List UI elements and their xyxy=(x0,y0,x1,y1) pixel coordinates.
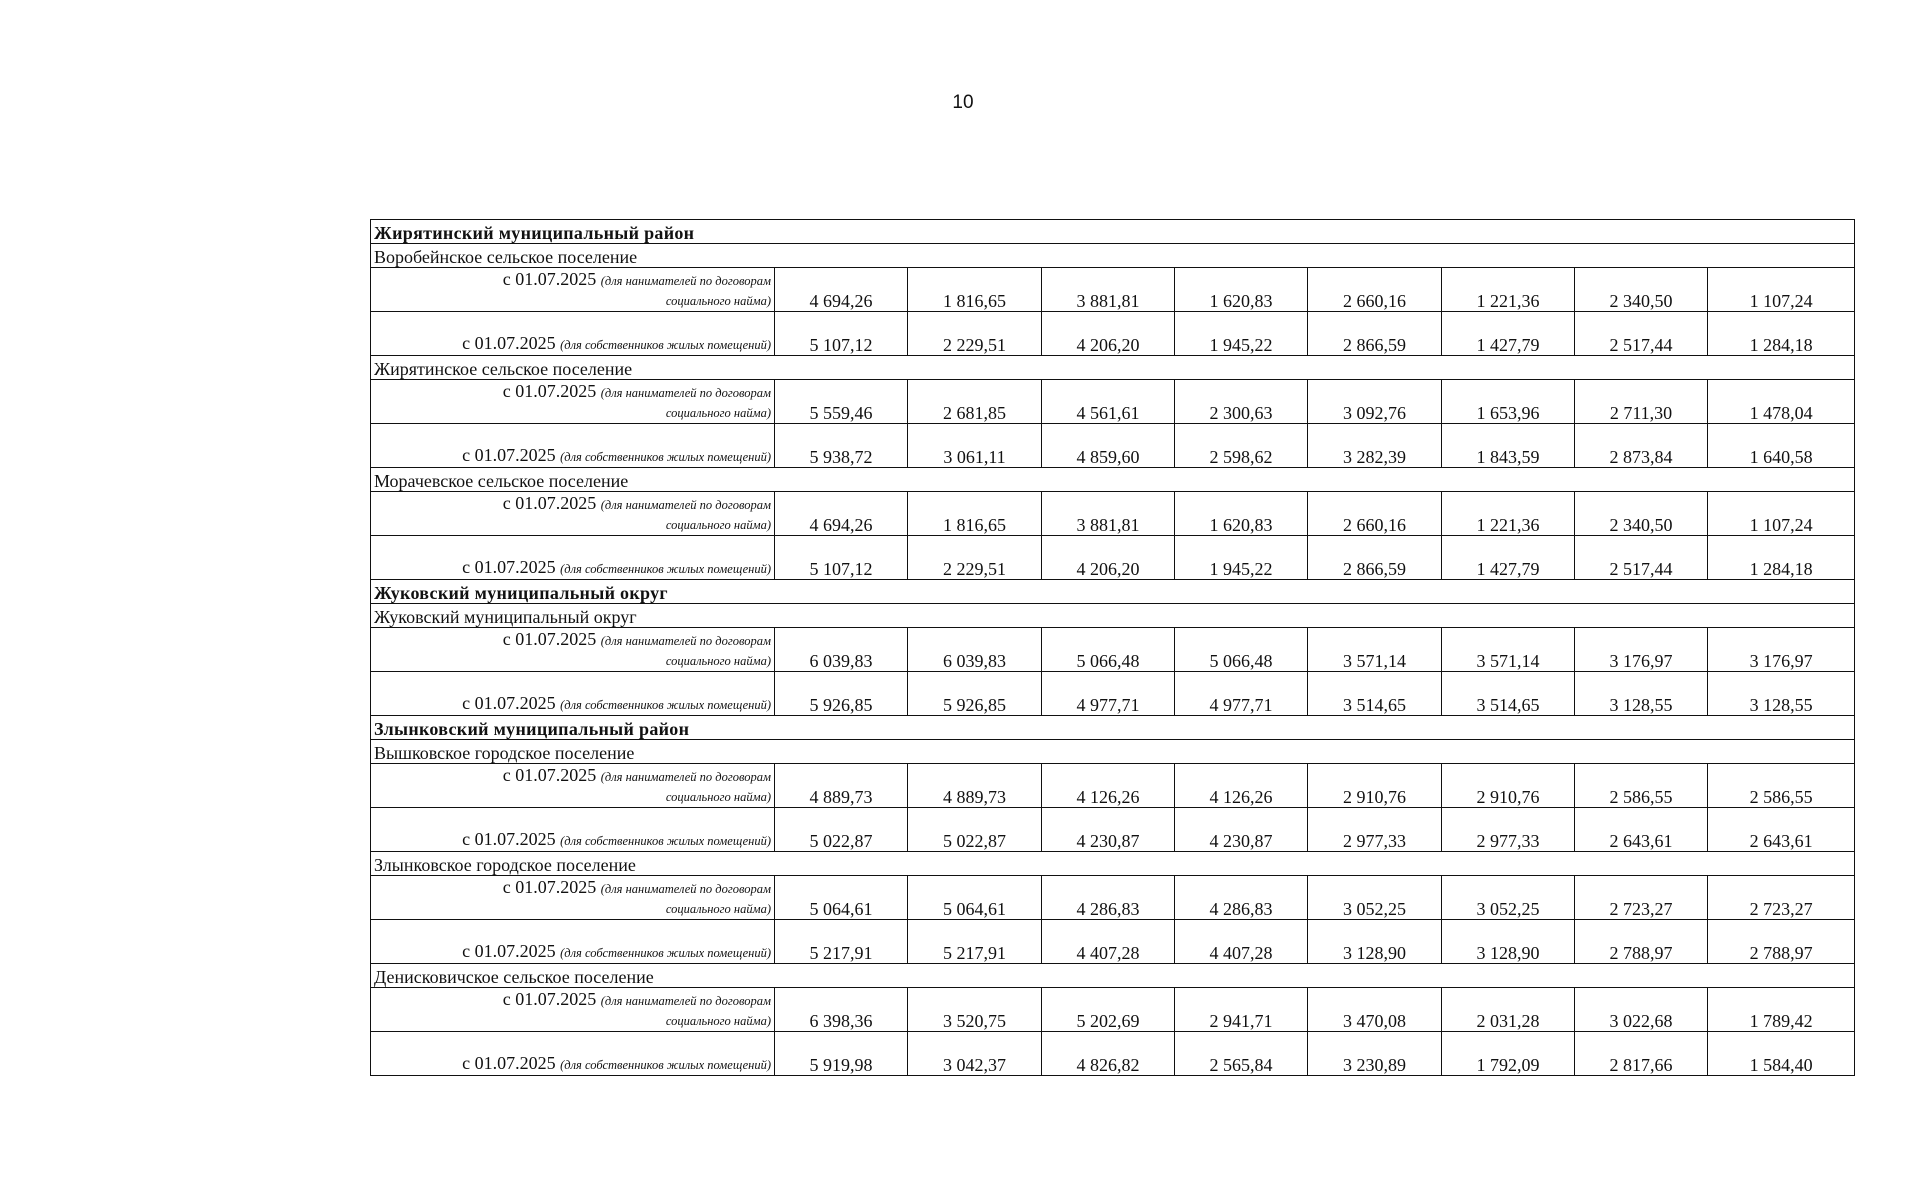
rate-value-cell: 3 042,37 xyxy=(908,1032,1042,1076)
rate-row xyxy=(371,808,1855,852)
rate-value-cell: 4 694,26 xyxy=(775,268,908,312)
district-name: Жирятинский муниципальный район xyxy=(371,220,1855,244)
rate-date: с 01.07.2025 xyxy=(502,629,597,649)
rate-date: с 01.07.2025 xyxy=(462,445,556,465)
rate-date: с 01.07.2025 xyxy=(502,381,597,401)
rate-value-cell: 2 229,51 xyxy=(908,536,1042,580)
rate-value-cell: 5 926,85 xyxy=(775,672,908,716)
rate-value-cell: 5 926,85 xyxy=(908,672,1042,716)
rate-value-cell: 2 598,62 xyxy=(1175,424,1308,468)
settlement-row xyxy=(371,740,1855,764)
rate-value-cell: 2 977,33 xyxy=(1308,808,1442,852)
rate-value-cell: 4 407,28 xyxy=(1042,920,1175,964)
rate-value-cell: 1 284,18 xyxy=(1708,536,1855,580)
rate-value-cell: 1 584,40 xyxy=(1708,1032,1855,1076)
rate-value-cell: 2 300,63 xyxy=(1175,380,1308,424)
rate-value-cell: 2 723,27 xyxy=(1575,876,1708,920)
rate-value-cell: 5 919,98 xyxy=(775,1032,908,1076)
rate-note-continued: социального найма) xyxy=(665,294,771,308)
rate-value-cell: 3 052,25 xyxy=(1308,876,1442,920)
rate-value-cell: 4 206,20 xyxy=(1042,312,1175,356)
rate-value-cell: 2 660,16 xyxy=(1308,268,1442,312)
rate-value-cell: 3 571,14 xyxy=(1308,628,1442,672)
rate-note: (для нанимателей по договорам xyxy=(600,770,771,784)
rate-value-cell: 3 092,76 xyxy=(1308,380,1442,424)
rate-value-cell: 1 789,42 xyxy=(1708,988,1855,1032)
rate-value-cell: 2 977,33 xyxy=(1442,808,1575,852)
rate-value-cell: 4 977,71 xyxy=(1042,672,1175,716)
rate-value-cell: 5 202,69 xyxy=(1042,988,1175,1032)
rate-label-line xyxy=(374,629,771,651)
settlement-name: Денисковичское сельское поселение xyxy=(371,964,1855,988)
rate-value-cell: 6 398,36 xyxy=(775,988,908,1032)
rate-value-cell: 2 586,55 xyxy=(1575,764,1708,808)
rate-value-cell: 3 128,90 xyxy=(1308,920,1442,964)
rate-value-cell: 2 643,61 xyxy=(1575,808,1708,852)
rate-value-cell: 3 514,65 xyxy=(1308,672,1442,716)
rate-date: с 01.07.2025 xyxy=(462,1053,556,1073)
settlement-row xyxy=(371,468,1855,492)
rate-value-cell: 4 889,73 xyxy=(908,764,1042,808)
rate-value-cell: 3 128,55 xyxy=(1708,672,1855,716)
rate-value-cell: 1 427,79 xyxy=(1442,536,1575,580)
rate-value-cell: 4 286,83 xyxy=(1042,876,1175,920)
settlement-row xyxy=(371,852,1855,876)
rate-value-cell: 4 230,87 xyxy=(1042,808,1175,852)
rate-row xyxy=(371,492,1855,536)
district-name: Жуковский муниципальный округ xyxy=(371,580,1855,604)
rate-label-line xyxy=(374,877,771,899)
rate-value-cell: 5 022,87 xyxy=(908,808,1042,852)
rate-note-continued: социального найма) xyxy=(665,790,771,804)
rate-label xyxy=(371,808,775,852)
rate-value-cell: 2 711,30 xyxy=(1575,380,1708,424)
rate-note: (для нанимателей по договорам xyxy=(600,994,771,1008)
rate-date: с 01.07.2025 xyxy=(502,493,597,513)
rate-value-cell: 1 427,79 xyxy=(1442,312,1575,356)
rate-label xyxy=(371,536,775,580)
rate-note: (для собственников жилых помещений) xyxy=(560,834,771,848)
rate-value-cell: 3 176,97 xyxy=(1708,628,1855,672)
district-row xyxy=(371,580,1855,604)
rate-label xyxy=(371,1032,775,1076)
rate-label xyxy=(371,988,775,1032)
rate-value-cell: 4 859,60 xyxy=(1042,424,1175,468)
rate-value-cell: 5 107,12 xyxy=(775,536,908,580)
rate-value-cell: 1 221,36 xyxy=(1442,268,1575,312)
tariff-table-body xyxy=(371,220,1855,1076)
rate-value-cell: 4 286,83 xyxy=(1175,876,1308,920)
rate-value-cell: 5 217,91 xyxy=(775,920,908,964)
rate-value-cell: 4 977,71 xyxy=(1175,672,1308,716)
rate-value-cell: 2 565,84 xyxy=(1175,1032,1308,1076)
rate-label xyxy=(371,380,775,424)
rate-value-cell: 1 653,96 xyxy=(1442,380,1575,424)
rate-note: (для собственников жилых помещений) xyxy=(560,450,771,464)
rate-note: (для собственников жилых помещений) xyxy=(560,698,771,712)
rate-label xyxy=(371,672,775,716)
rate-value-cell: 3 061,11 xyxy=(908,424,1042,468)
rate-value-cell: 3 128,90 xyxy=(1442,920,1575,964)
rate-label-line xyxy=(374,269,771,291)
rate-value-cell: 1 945,22 xyxy=(1175,536,1308,580)
rate-value-cell: 2 031,28 xyxy=(1442,988,1575,1032)
rate-row xyxy=(371,1032,1855,1076)
rate-note: (для нанимателей по договорам xyxy=(600,274,771,288)
rate-value-cell: 3 520,75 xyxy=(908,988,1042,1032)
rate-value-cell: 4 126,26 xyxy=(1175,764,1308,808)
rate-label xyxy=(371,268,775,312)
rate-date: с 01.07.2025 xyxy=(462,829,556,849)
rate-value-cell: 2 517,44 xyxy=(1575,536,1708,580)
rate-row xyxy=(371,672,1855,716)
rate-row xyxy=(371,268,1855,312)
rate-value-cell: 1 620,83 xyxy=(1175,492,1308,536)
rate-value-cell: 6 039,83 xyxy=(908,628,1042,672)
rate-value-cell: 2 817,66 xyxy=(1575,1032,1708,1076)
rate-label xyxy=(371,492,775,536)
rate-row xyxy=(371,628,1855,672)
rate-value-cell: 2 643,61 xyxy=(1708,808,1855,852)
rate-value-cell: 1 478,04 xyxy=(1708,380,1855,424)
rate-note: (для собственников жилых помещений) xyxy=(560,338,771,352)
rate-label xyxy=(371,876,775,920)
rate-note: (для собственников жилых помещений) xyxy=(560,946,771,960)
rate-value-cell: 1 107,24 xyxy=(1708,268,1855,312)
rate-value-cell: 3 282,39 xyxy=(1308,424,1442,468)
rate-value-cell: 4 889,73 xyxy=(775,764,908,808)
settlement-name: Жуковский муниципальный округ xyxy=(371,604,1855,628)
rate-note: (для собственников жилых помещений) xyxy=(560,562,771,576)
rate-value-cell: 2 681,85 xyxy=(908,380,1042,424)
rate-value-cell: 5 064,61 xyxy=(775,876,908,920)
rate-value-cell: 2 660,16 xyxy=(1308,492,1442,536)
rate-value-cell: 4 206,20 xyxy=(1042,536,1175,580)
rate-label xyxy=(371,424,775,468)
rate-value-cell: 2 340,50 xyxy=(1575,268,1708,312)
rate-label xyxy=(371,764,775,808)
rate-date: с 01.07.2025 xyxy=(462,941,556,961)
rate-value-cell: 4 407,28 xyxy=(1175,920,1308,964)
rate-date: с 01.07.2025 xyxy=(462,333,556,353)
rate-value-cell: 2 873,84 xyxy=(1575,424,1708,468)
rate-row xyxy=(371,876,1855,920)
rate-value-cell: 2 788,97 xyxy=(1575,920,1708,964)
rate-value-cell: 2 866,59 xyxy=(1308,312,1442,356)
rate-date: с 01.07.2025 xyxy=(462,693,556,713)
settlement-row xyxy=(371,244,1855,268)
rate-row xyxy=(371,988,1855,1032)
rate-note: (для нанимателей по договорам xyxy=(600,882,771,896)
rate-label xyxy=(371,312,775,356)
settlement-name: Воробейнское сельское поселение xyxy=(371,244,1855,268)
rate-label-line xyxy=(374,989,771,1011)
rate-value-cell: 1 816,65 xyxy=(908,492,1042,536)
rate-note-continued: социального найма) xyxy=(665,902,771,916)
rate-label-line xyxy=(374,381,771,403)
settlement-name: Морачевское сельское поселение xyxy=(371,468,1855,492)
rate-value-cell: 1 816,65 xyxy=(908,268,1042,312)
rate-date: с 01.07.2025 xyxy=(502,269,597,289)
rate-value-cell: 4 126,26 xyxy=(1042,764,1175,808)
rate-value-cell: 4 230,87 xyxy=(1175,808,1308,852)
rate-date: с 01.07.2025 xyxy=(502,989,597,1009)
rate-value-cell: 1 284,18 xyxy=(1708,312,1855,356)
rate-note: (для собственников жилых помещений) xyxy=(560,1058,771,1072)
rate-value-cell: 5 559,46 xyxy=(775,380,908,424)
rate-value-cell: 2 910,76 xyxy=(1442,764,1575,808)
rate-value-cell: 2 229,51 xyxy=(908,312,1042,356)
rate-value-cell: 2 723,27 xyxy=(1708,876,1855,920)
rate-label-line xyxy=(374,765,771,787)
rate-note: (для нанимателей по договорам xyxy=(600,498,771,512)
rate-value-cell: 2 910,76 xyxy=(1308,764,1442,808)
rate-value-cell: 1 107,24 xyxy=(1708,492,1855,536)
district-row xyxy=(371,220,1855,244)
rate-value-cell: 1 945,22 xyxy=(1175,312,1308,356)
rate-date: с 01.07.2025 xyxy=(462,557,556,577)
rate-date: с 01.07.2025 xyxy=(502,877,597,897)
settlement-name: Жирятинское сельское поселение xyxy=(371,356,1855,380)
rate-value-cell: 2 517,44 xyxy=(1575,312,1708,356)
district-name: Злынковский муниципальный район xyxy=(371,716,1855,740)
rate-note: (для нанимателей по договорам xyxy=(600,386,771,400)
rate-value-cell: 3 881,81 xyxy=(1042,268,1175,312)
settlement-row xyxy=(371,964,1855,988)
rate-row xyxy=(371,312,1855,356)
rate-row xyxy=(371,380,1855,424)
rate-value-cell: 1 843,59 xyxy=(1442,424,1575,468)
rate-value-cell: 2 788,97 xyxy=(1708,920,1855,964)
rate-value-cell: 2 866,59 xyxy=(1308,536,1442,580)
settlement-name: Вышковское городское поселение xyxy=(371,740,1855,764)
rate-note-continued: социального найма) xyxy=(665,406,771,420)
rate-value-cell: 4 561,61 xyxy=(1042,380,1175,424)
rate-note-continued: социального найма) xyxy=(665,654,771,668)
rate-value-cell: 1 640,58 xyxy=(1708,424,1855,468)
rate-value-cell: 3 176,97 xyxy=(1575,628,1708,672)
rate-label xyxy=(371,628,775,672)
rate-row xyxy=(371,920,1855,964)
settlement-row xyxy=(371,356,1855,380)
rate-value-cell: 5 064,61 xyxy=(908,876,1042,920)
page-number: 10 xyxy=(952,92,974,113)
rate-value-cell: 5 022,87 xyxy=(775,808,908,852)
rate-value-cell: 6 039,83 xyxy=(775,628,908,672)
rate-value-cell: 3 514,65 xyxy=(1442,672,1575,716)
rate-value-cell: 5 938,72 xyxy=(775,424,908,468)
rate-value-cell: 5 066,48 xyxy=(1042,628,1175,672)
rate-value-cell: 3 881,81 xyxy=(1042,492,1175,536)
rate-row xyxy=(371,764,1855,808)
rate-note: (для нанимателей по договорам xyxy=(600,634,771,648)
rate-value-cell: 2 941,71 xyxy=(1175,988,1308,1032)
rate-value-cell: 3 022,68 xyxy=(1575,988,1708,1032)
rate-value-cell: 3 128,55 xyxy=(1575,672,1708,716)
rate-row xyxy=(371,424,1855,468)
district-row xyxy=(371,716,1855,740)
rate-value-cell: 4 826,82 xyxy=(1042,1032,1175,1076)
rate-value-cell: 1 792,09 xyxy=(1442,1032,1575,1076)
rate-date: с 01.07.2025 xyxy=(502,765,597,785)
rate-value-cell: 5 107,12 xyxy=(775,312,908,356)
rate-value-cell: 3 470,08 xyxy=(1308,988,1442,1032)
rate-value-cell: 1 221,36 xyxy=(1442,492,1575,536)
rate-value-cell: 4 694,26 xyxy=(775,492,908,536)
rate-value-cell: 5 217,91 xyxy=(908,920,1042,964)
rate-value-cell: 3 230,89 xyxy=(1308,1032,1442,1076)
rate-label-line xyxy=(374,493,771,515)
rate-value-cell: 5 066,48 xyxy=(1175,628,1308,672)
rate-note-continued: социального найма) xyxy=(665,1014,771,1028)
tariff-table xyxy=(370,219,1855,1076)
rate-value-cell: 3 052,25 xyxy=(1442,876,1575,920)
rate-note-continued: социального найма) xyxy=(665,518,771,532)
rate-value-cell: 2 340,50 xyxy=(1575,492,1708,536)
rate-row xyxy=(371,536,1855,580)
rate-value-cell: 1 620,83 xyxy=(1175,268,1308,312)
settlement-name: Злынковское городское поселение xyxy=(371,852,1855,876)
rate-value-cell: 2 586,55 xyxy=(1708,764,1855,808)
rate-value-cell: 3 571,14 xyxy=(1442,628,1575,672)
rate-label xyxy=(371,920,775,964)
settlement-row xyxy=(371,604,1855,628)
